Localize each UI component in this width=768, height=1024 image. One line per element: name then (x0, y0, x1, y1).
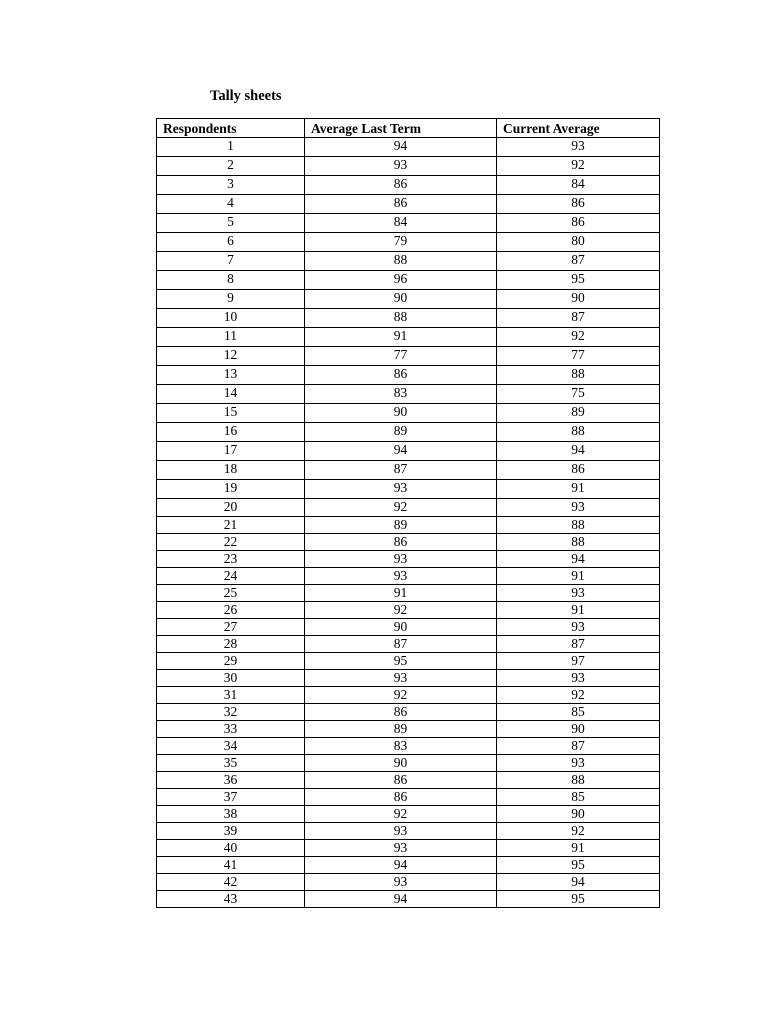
cell-respondent: 38 (157, 806, 305, 823)
cell-respondent: 18 (157, 461, 305, 480)
cell-average-last-term: 93 (305, 480, 497, 499)
cell-respondent: 16 (157, 423, 305, 442)
table-row (157, 823, 660, 840)
cell-current-average: 90 (497, 806, 660, 823)
cell-respondent: 17 (157, 442, 305, 461)
cell-respondent: 27 (157, 619, 305, 636)
table-row (157, 840, 660, 857)
cell-respondent: 28 (157, 636, 305, 653)
table-row (157, 385, 660, 404)
cell-respondent: 6 (157, 233, 305, 252)
table-row (157, 214, 660, 233)
cell-current-average: 95 (497, 857, 660, 874)
header-current-average: Current Average (497, 119, 660, 138)
table-row (157, 252, 660, 271)
table-row (157, 772, 660, 789)
cell-respondent: 11 (157, 328, 305, 347)
table-row (157, 461, 660, 480)
cell-respondent: 40 (157, 840, 305, 857)
cell-respondent: 1 (157, 138, 305, 157)
cell-average-last-term: 79 (305, 233, 497, 252)
table-row (157, 366, 660, 385)
table-row (157, 176, 660, 195)
cell-average-last-term: 88 (305, 309, 497, 328)
cell-respondent: 2 (157, 157, 305, 176)
table-row (157, 653, 660, 670)
table-row (157, 499, 660, 517)
cell-average-last-term: 89 (305, 517, 497, 534)
cell-respondent: 9 (157, 290, 305, 309)
cell-current-average: 92 (497, 157, 660, 176)
cell-current-average: 75 (497, 385, 660, 404)
cell-average-last-term: 92 (305, 499, 497, 517)
header-average-last-term: Average Last Term (305, 119, 497, 138)
cell-respondent: 7 (157, 252, 305, 271)
table-row (157, 806, 660, 823)
cell-average-last-term: 93 (305, 874, 497, 891)
table-row (157, 328, 660, 347)
cell-current-average: 88 (497, 423, 660, 442)
cell-current-average: 94 (497, 442, 660, 461)
cell-respondent: 32 (157, 704, 305, 721)
cell-current-average: 93 (497, 670, 660, 687)
cell-average-last-term: 86 (305, 176, 497, 195)
cell-average-last-term: 93 (305, 157, 497, 176)
cell-average-last-term: 89 (305, 721, 497, 738)
cell-current-average: 88 (497, 366, 660, 385)
cell-average-last-term: 90 (305, 619, 497, 636)
table-row (157, 534, 660, 551)
cell-average-last-term: 83 (305, 385, 497, 404)
table-row (157, 157, 660, 176)
cell-respondent: 36 (157, 772, 305, 789)
cell-average-last-term: 92 (305, 602, 497, 619)
cell-respondent: 15 (157, 404, 305, 423)
cell-respondent: 39 (157, 823, 305, 840)
cell-respondent: 10 (157, 309, 305, 328)
cell-average-last-term: 86 (305, 366, 497, 385)
cell-respondent: 37 (157, 789, 305, 806)
cell-average-last-term: 92 (305, 687, 497, 704)
table-row (157, 138, 660, 157)
table-header-row (157, 119, 660, 138)
cell-current-average: 85 (497, 704, 660, 721)
table-row (157, 347, 660, 366)
table-row (157, 309, 660, 328)
cell-average-last-term: 86 (305, 195, 497, 214)
cell-respondent: 26 (157, 602, 305, 619)
cell-current-average: 89 (497, 404, 660, 423)
cell-current-average: 87 (497, 636, 660, 653)
cell-average-last-term: 94 (305, 891, 497, 908)
cell-current-average: 87 (497, 252, 660, 271)
cell-respondent: 21 (157, 517, 305, 534)
cell-current-average: 95 (497, 271, 660, 290)
table-row (157, 891, 660, 908)
table-row (157, 619, 660, 636)
table-row (157, 687, 660, 704)
cell-respondent: 14 (157, 385, 305, 404)
table-row (157, 442, 660, 461)
cell-respondent: 24 (157, 568, 305, 585)
table-row (157, 738, 660, 755)
table-row (157, 290, 660, 309)
tally-table (156, 118, 660, 908)
cell-current-average: 91 (497, 480, 660, 499)
cell-average-last-term: 87 (305, 461, 497, 480)
cell-average-last-term: 95 (305, 653, 497, 670)
cell-average-last-term: 93 (305, 823, 497, 840)
table-row (157, 721, 660, 738)
cell-respondent: 23 (157, 551, 305, 568)
cell-average-last-term: 96 (305, 271, 497, 290)
cell-current-average: 86 (497, 461, 660, 480)
cell-current-average: 93 (497, 499, 660, 517)
table-row (157, 271, 660, 290)
cell-current-average: 93 (497, 619, 660, 636)
cell-current-average: 87 (497, 309, 660, 328)
cell-respondent: 22 (157, 534, 305, 551)
cell-current-average: 93 (497, 138, 660, 157)
header-respondents: Respondents (157, 119, 305, 138)
cell-respondent: 25 (157, 585, 305, 602)
cell-respondent: 8 (157, 271, 305, 290)
cell-respondent: 13 (157, 366, 305, 385)
cell-current-average: 87 (497, 738, 660, 755)
cell-respondent: 4 (157, 195, 305, 214)
table-row (157, 585, 660, 602)
cell-current-average: 88 (497, 517, 660, 534)
table-row (157, 233, 660, 252)
cell-current-average: 91 (497, 602, 660, 619)
table-row (157, 404, 660, 423)
cell-respondent: 5 (157, 214, 305, 233)
table-row (157, 755, 660, 772)
cell-respondent: 33 (157, 721, 305, 738)
cell-average-last-term: 77 (305, 347, 497, 366)
cell-average-last-term: 91 (305, 585, 497, 602)
cell-average-last-term: 86 (305, 772, 497, 789)
cell-respondent: 41 (157, 857, 305, 874)
cell-respondent: 3 (157, 176, 305, 195)
cell-current-average: 90 (497, 290, 660, 309)
cell-respondent: 29 (157, 653, 305, 670)
cell-current-average: 91 (497, 568, 660, 585)
cell-current-average: 88 (497, 534, 660, 551)
cell-current-average: 84 (497, 176, 660, 195)
cell-average-last-term: 90 (305, 404, 497, 423)
cell-average-last-term: 93 (305, 840, 497, 857)
cell-current-average: 94 (497, 551, 660, 568)
table-row (157, 551, 660, 568)
cell-current-average: 92 (497, 823, 660, 840)
table-row (157, 704, 660, 721)
cell-average-last-term: 87 (305, 636, 497, 653)
table-row (157, 480, 660, 499)
cell-average-last-term: 94 (305, 442, 497, 461)
cell-current-average: 95 (497, 891, 660, 908)
cell-current-average: 86 (497, 214, 660, 233)
table-row (157, 789, 660, 806)
cell-current-average: 86 (497, 195, 660, 214)
cell-respondent: 34 (157, 738, 305, 755)
cell-average-last-term: 84 (305, 214, 497, 233)
cell-respondent: 30 (157, 670, 305, 687)
cell-respondent: 20 (157, 499, 305, 517)
cell-current-average: 90 (497, 721, 660, 738)
table-row (157, 636, 660, 653)
cell-current-average: 93 (497, 755, 660, 772)
cell-current-average: 97 (497, 653, 660, 670)
cell-current-average: 93 (497, 585, 660, 602)
table-row (157, 517, 660, 534)
table-row (157, 874, 660, 891)
cell-average-last-term: 94 (305, 857, 497, 874)
table-row (157, 857, 660, 874)
cell-average-last-term: 86 (305, 534, 497, 551)
cell-average-last-term: 89 (305, 423, 497, 442)
cell-average-last-term: 88 (305, 252, 497, 271)
cell-average-last-term: 90 (305, 755, 497, 772)
table-body (157, 138, 660, 908)
table-row (157, 195, 660, 214)
table-row (157, 670, 660, 687)
cell-respondent: 19 (157, 480, 305, 499)
cell-current-average: 77 (497, 347, 660, 366)
cell-respondent: 12 (157, 347, 305, 366)
cell-current-average: 92 (497, 328, 660, 347)
cell-average-last-term: 93 (305, 551, 497, 568)
cell-average-last-term: 86 (305, 789, 497, 806)
cell-average-last-term: 93 (305, 568, 497, 585)
cell-average-last-term: 86 (305, 704, 497, 721)
cell-current-average: 88 (497, 772, 660, 789)
cell-average-last-term: 91 (305, 328, 497, 347)
cell-respondent: 42 (157, 874, 305, 891)
cell-current-average: 92 (497, 687, 660, 704)
cell-current-average: 80 (497, 233, 660, 252)
cell-respondent: 43 (157, 891, 305, 908)
cell-current-average: 85 (497, 789, 660, 806)
page-title: Tally sheets (210, 88, 282, 104)
cell-average-last-term: 83 (305, 738, 497, 755)
cell-respondent: 35 (157, 755, 305, 772)
table-row (157, 423, 660, 442)
cell-current-average: 94 (497, 874, 660, 891)
table-row (157, 602, 660, 619)
cell-average-last-term: 94 (305, 138, 497, 157)
cell-average-last-term: 92 (305, 806, 497, 823)
cell-respondent: 31 (157, 687, 305, 704)
cell-average-last-term: 90 (305, 290, 497, 309)
cell-current-average: 91 (497, 840, 660, 857)
cell-average-last-term: 93 (305, 670, 497, 687)
table-row (157, 568, 660, 585)
